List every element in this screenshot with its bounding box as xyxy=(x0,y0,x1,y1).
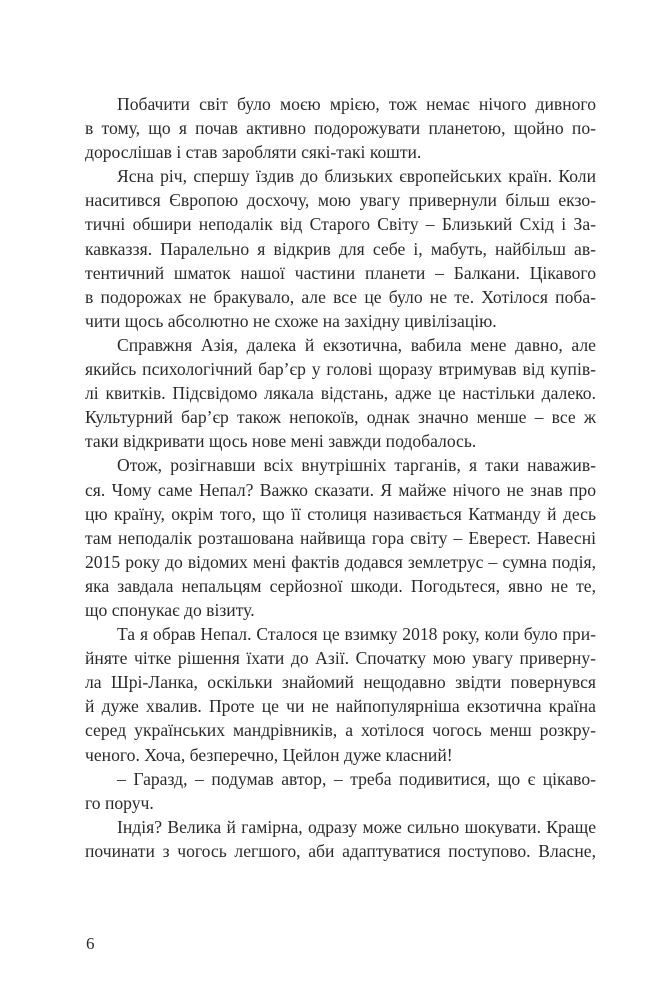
page-number: 6 xyxy=(86,934,95,953)
text-line: кавказзя. Паралельно я відкрив для себе і, мабуть, найбільш ав- xyxy=(85,238,596,259)
text-line: починати з чогось легшого, аби адаптуватися поступово. Власне, xyxy=(85,840,596,861)
text-line: ченого. Хоча, безперечно, Цейлон дуже класний! xyxy=(85,744,453,765)
text-line: 2015 року до відомих мені фактів додався землетрус – сумна подія, xyxy=(85,551,596,572)
text-line: якийсь психологічний бар’єр у голові щоразу втримував від купів- xyxy=(85,359,596,380)
page-body-text xyxy=(85,92,596,863)
paragraph xyxy=(85,622,596,767)
text-line: чити щось абсолютно не схоже на західну цивілізацію. xyxy=(85,310,497,331)
text-line: тичні обшири неподалік від Старого Світу – Близький Схід і За- xyxy=(85,214,596,235)
text-line: там неподалік розташована найвища гора світу – Еверест. Навесні xyxy=(85,527,596,548)
paragraph xyxy=(85,333,596,453)
text-line: таки відкривати щось нове мені завжди подобалось. xyxy=(85,431,477,452)
text-line: в тому, що я почав активно подорожувати планетою, щойно по- xyxy=(85,118,596,139)
text-line: – Гаразд, – подумав автор, – треба подивитися, що є цікаво- xyxy=(117,768,596,789)
text-line: Та я обрав Непал. Сталося це взимку 2018 року, коли було при- xyxy=(117,624,596,645)
paragraph xyxy=(85,767,596,815)
text-line: серед українських мандрівників, а хотілося чогось менш розкру- xyxy=(85,720,596,741)
text-line: дорослішав і став заробляти сякі-такі кошти. xyxy=(85,142,422,163)
text-line: Отож, розігнавши всіх внутрішніх тарганів, я таки наважив- xyxy=(117,455,596,476)
paragraph xyxy=(85,92,596,164)
text-line: цю країну, окрім того, що її столиця називається Катманду й десь xyxy=(85,503,596,524)
text-line: Індія? Велика й гамірна, одразу може сильно шокувати. Краще xyxy=(117,816,596,837)
text-line: ся. Чому саме Непал? Важко сказати. Я майже нічого не знав про xyxy=(85,479,596,500)
text-line: Ясна річ, спершу їздив до близьких європейських країн. Коли xyxy=(117,166,596,187)
text-line: ла Шрі-Ланка, оскільки знайомий нещодавно звідти повернувся xyxy=(85,672,596,693)
text-line: що спонукає до візиту. xyxy=(85,599,255,620)
text-line: й дуже хвалив. Проте це чи не найпопулярніша екзотична країна xyxy=(85,696,596,717)
text-line: наситився Європою досхочу, мою увагу привернули більш екзо- xyxy=(85,190,596,211)
text-line: Культурний бар’єр також непокоїв, однак значно менше – все ж xyxy=(85,407,596,428)
text-line: тентичний шматок нашої частини планети – Балкани. Цікавого xyxy=(85,262,596,283)
text-line: Побачити світ було моєю мрією, тож немає нічого дивного xyxy=(117,94,596,114)
text-line: Справжня Азія, далека й екзотична, вабила мене давно, але xyxy=(117,334,596,355)
paragraph xyxy=(85,815,596,863)
text-line: го поруч. xyxy=(85,792,154,813)
text-line: йняте чітке рішення їхати до Азії. Спочатку мою увагу приверну- xyxy=(85,648,596,669)
text-line: яка завдала непальцям серйозної шкоди. Погодьтеся, явно не те, xyxy=(85,575,596,596)
paragraph xyxy=(85,164,596,333)
text-line: лі квитків. Підсвідомо лякала відстань, адже це настільки далеко. xyxy=(85,383,596,404)
paragraph xyxy=(85,453,596,622)
text-line: в подорожах не бракувало, але все це було не те. Хотілося поба- xyxy=(85,286,596,307)
